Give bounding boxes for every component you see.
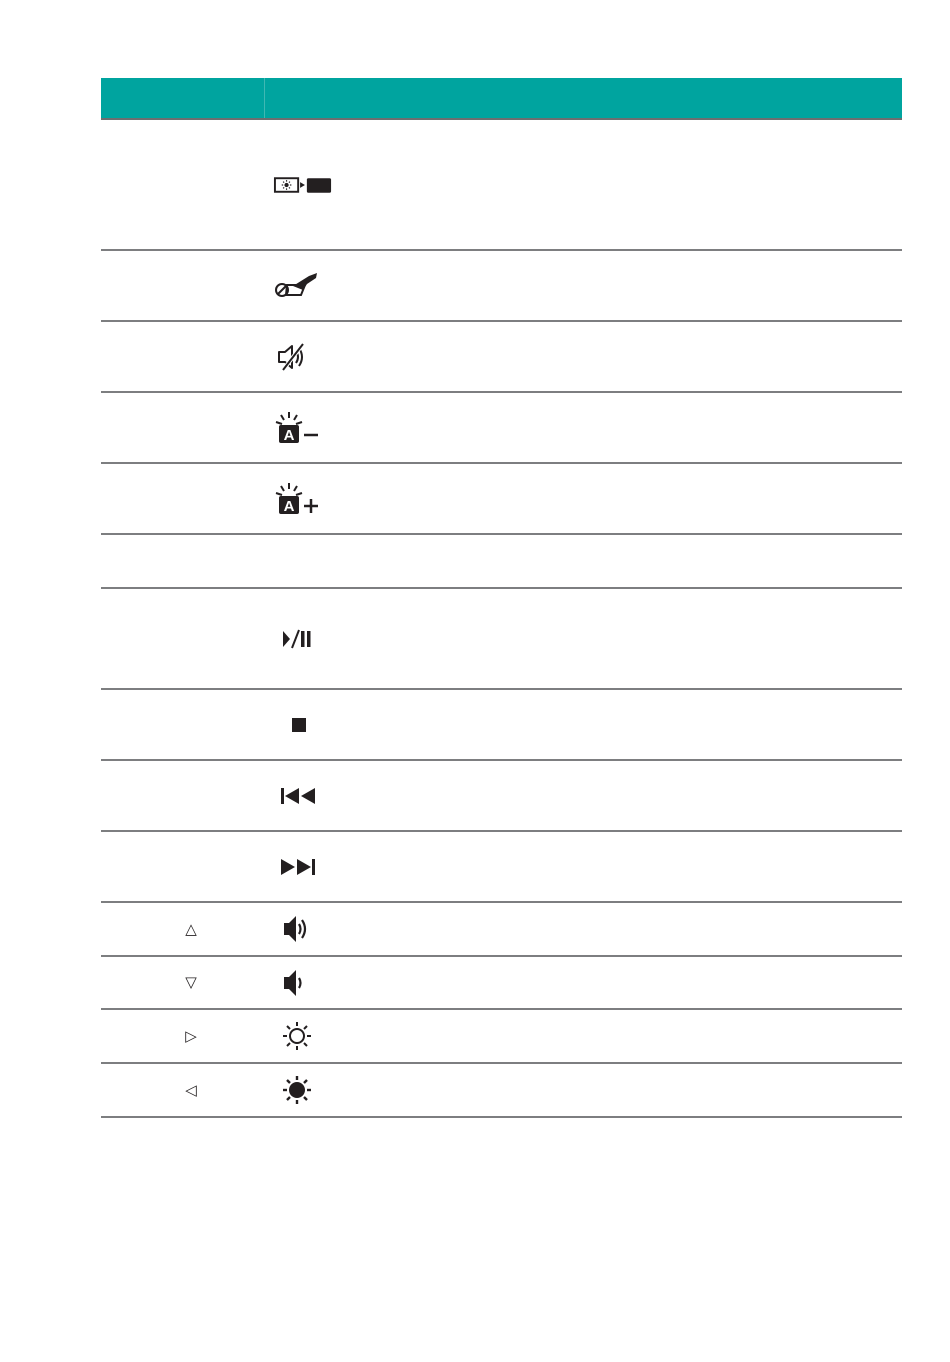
arrow-right-key: ▷: [185, 1026, 197, 1045]
hotkey-table: [101, 78, 902, 1118]
table-row: [101, 690, 902, 761]
svg-text:A: A: [283, 426, 295, 444]
hotkey-cell: [101, 1064, 281, 1116]
hotkey-cell: [101, 589, 281, 688]
table-row: [101, 251, 902, 322]
hotkey-cell: [101, 690, 281, 759]
table-row: [101, 1064, 902, 1118]
hotkey-cell: [101, 903, 281, 955]
table-row: [101, 393, 902, 464]
svg-text:A: A: [283, 497, 295, 515]
hotkey-cell: [101, 761, 281, 830]
speaker-mute-icon: [273, 342, 309, 372]
header-divider: [264, 78, 265, 118]
table-row: [101, 589, 902, 690]
table-row: [101, 957, 902, 1010]
hotkey-cell: [101, 393, 281, 462]
previous-track-icon: [273, 786, 319, 806]
hotkey-cell: [101, 535, 281, 587]
hotkey-cell: [101, 464, 281, 533]
table-row: [101, 1010, 902, 1064]
stop-icon: [273, 715, 313, 735]
table-row: [101, 120, 902, 251]
play-pause-icon: [273, 628, 315, 650]
hotkey-cell: [101, 1010, 281, 1062]
table-row: [101, 761, 902, 832]
brightness-down-icon: [273, 1021, 313, 1051]
table-row: [101, 903, 902, 957]
arrow-up-key: △: [185, 919, 197, 938]
table-row: [101, 322, 902, 393]
touchpad-off-icon: [273, 272, 321, 300]
table-row: [101, 464, 902, 535]
table-row: [101, 535, 902, 589]
keyboard-backlight-down-icon: [273, 411, 325, 445]
hotkey-cell: [101, 832, 281, 901]
hotkey-cell: [101, 251, 281, 320]
next-track-icon: [273, 857, 319, 877]
table-header: [101, 78, 902, 120]
keyboard-backlight-up-icon: [273, 482, 325, 516]
arrow-down-key: ▽: [185, 973, 197, 991]
hotkey-cell: [101, 322, 281, 391]
display-toggle-icon: [273, 175, 333, 195]
volume-up-icon: [273, 914, 313, 944]
table-row: [101, 832, 902, 903]
hotkey-cell: [101, 957, 281, 1008]
brightness-up-icon: [273, 1075, 313, 1105]
hotkey-cell: [101, 120, 281, 249]
volume-down-icon: [273, 968, 313, 998]
arrow-left-key: ◁: [185, 1080, 197, 1099]
